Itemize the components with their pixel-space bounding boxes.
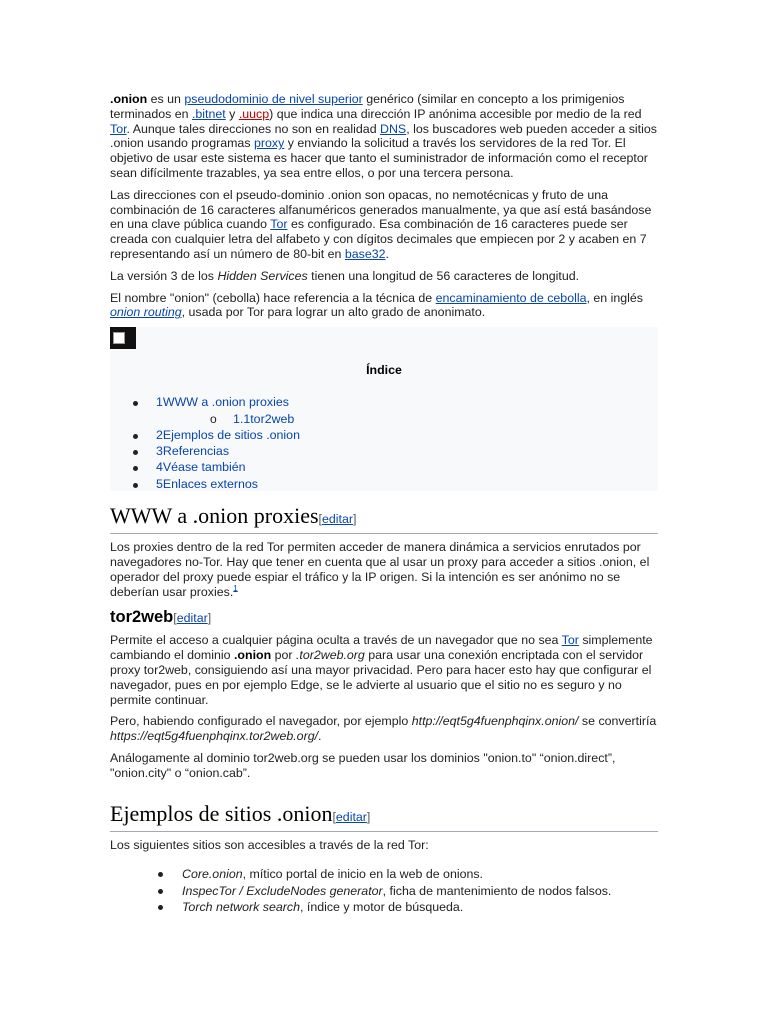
link-bitnet[interactable]: .bitnet bbox=[191, 106, 226, 121]
toc-number: 1 bbox=[156, 395, 163, 410]
site-name: Torch network search bbox=[182, 900, 300, 915]
text: y enviando la solicitud a través los servidores de la red Tor. El objetivo de usar este sistema es hacer que tanto el suministrador de información como el receptor sean difícilmente trazables, ya sea entre ellos, o por una tercera persona. bbox=[110, 136, 648, 180]
text: . bbox=[318, 729, 322, 744]
text: Los proxies dentro de la red Tor permiten acceder de manera dinámica a servicios enrutados por navegadores no-Tor. Hay que tener en cuenta que al usar un proxy para acceder a sitios .onion, el operador del proxy puede espiar el tráfico y la IP origen. Si la intención es ser anónimo no se deberían usar proxies. bbox=[110, 540, 650, 599]
link-tor[interactable]: Tor bbox=[561, 633, 579, 648]
link-pseudodominio[interactable]: pseudodominio de nivel superior bbox=[184, 92, 363, 106]
checkbox-icon bbox=[113, 332, 125, 344]
toc-item-3[interactable] bbox=[156, 444, 229, 458]
edit-section bbox=[332, 810, 370, 824]
tor2web-paragraph-1 bbox=[110, 633, 658, 707]
edit-link[interactable]: editar bbox=[335, 809, 367, 824]
toc-item-1-1[interactable] bbox=[233, 412, 294, 426]
term-hidden-services: Hidden Services bbox=[217, 268, 308, 283]
bullet-icon bbox=[133, 466, 138, 471]
site-description: , índice y motor de búsqueda. bbox=[300, 900, 464, 915]
toc-number: 2 bbox=[156, 428, 163, 443]
text: tienen una longitud de 56 caracteres de longitud. bbox=[307, 268, 580, 283]
bullet-icon bbox=[133, 450, 138, 455]
list-item bbox=[182, 866, 658, 883]
heading-ejemplos-sitios bbox=[110, 801, 658, 832]
text: se convertiría bbox=[578, 714, 657, 729]
heading-text: Ejemplos de sitios .onion bbox=[110, 800, 333, 826]
heading-tor2web bbox=[110, 607, 658, 628]
toc-item-2[interactable] bbox=[156, 428, 300, 442]
bracket: ] bbox=[207, 611, 212, 626]
text: simplemente cambiando el dominio bbox=[110, 633, 653, 663]
term-tor2web-domain: .tor2web.org bbox=[295, 648, 365, 663]
site-description: , mítico portal de inicio en la web de onions. bbox=[242, 867, 484, 882]
heading-www-onion-proxies bbox=[110, 503, 658, 534]
text: , los buscadores web pueden acceder a sitios .onion usando programas bbox=[110, 121, 657, 151]
bullet-icon bbox=[158, 889, 163, 894]
toc-number: 3 bbox=[156, 444, 163, 459]
tor2web-paragraph-3: Análogamente al dominio tor2web.org se pueden usar los dominios "onion.to" “onion.direct”, "onion.city" o “onion.cab”. bbox=[110, 750, 616, 780]
intro-paragraph-2 bbox=[110, 188, 658, 262]
heading-text: WWW a .onion proxies bbox=[110, 503, 319, 529]
toc-link[interactable]: WWW a .onion proxies bbox=[162, 395, 289, 410]
link-encaminamiento-cebolla[interactable]: encaminamiento de cebolla bbox=[435, 290, 587, 305]
toc-item-1[interactable] bbox=[156, 395, 289, 409]
edit-section bbox=[173, 611, 211, 625]
text: . bbox=[385, 246, 389, 261]
text: por bbox=[271, 648, 296, 663]
heading-text: tor2web bbox=[110, 608, 174, 627]
article-content bbox=[110, 92, 658, 916]
intro-paragraph-3 bbox=[110, 269, 658, 284]
edit-link[interactable]: editar bbox=[176, 611, 208, 626]
toc-item-4[interactable] bbox=[156, 460, 246, 474]
bullet-icon bbox=[133, 434, 138, 439]
toc-link[interactable]: tor2web bbox=[250, 412, 295, 427]
text: genérico (similar en concepto a los primigenios terminados en bbox=[110, 92, 625, 121]
bracket: ] bbox=[353, 512, 357, 527]
toc-link[interactable]: Enlaces externos bbox=[162, 477, 258, 492]
link-base32[interactable]: base32 bbox=[344, 246, 386, 261]
bullet-icon bbox=[133, 483, 138, 488]
link-proxy[interactable]: proxy bbox=[253, 136, 285, 151]
term-onion: .onion bbox=[110, 92, 148, 106]
edit-section bbox=[319, 512, 357, 526]
text: es un bbox=[147, 92, 185, 106]
tor2web-paragraph-2 bbox=[110, 714, 658, 744]
bracket: ] bbox=[366, 809, 371, 824]
edit-link[interactable]: editar bbox=[322, 512, 353, 527]
bracket: [ bbox=[318, 512, 322, 527]
toc-number: 5 bbox=[156, 477, 163, 492]
toc-link[interactable]: Referencias bbox=[162, 444, 230, 459]
toc-item-5[interactable] bbox=[156, 477, 258, 491]
toc-title: Índice bbox=[366, 363, 402, 378]
text: . Aunque tales direcciones no son en realidad bbox=[126, 121, 381, 136]
intro-paragraph-4 bbox=[110, 291, 658, 321]
example-url-tor2web: https://eqt5g4fuenphqinx.tor2web.org/ bbox=[110, 729, 319, 744]
bullet-icon bbox=[158, 905, 163, 910]
link-uucp[interactable]: .uucp bbox=[238, 106, 270, 121]
link-onion-routing[interactable]: onion routing bbox=[110, 305, 182, 320]
text: es configurado. Esa combinación de 16 caracteres puede ser creada con cualquier letra del alfabeto y con dígitos decimales que empiecen por 2 y acaben en 7 representando así un número de 80-bit en bbox=[110, 217, 647, 261]
toc-link[interactable]: Ejemplos de sitios .onion bbox=[162, 428, 300, 443]
examples-paragraph: Los siguientes sitios son accesibles a través de la red Tor: bbox=[110, 837, 429, 852]
bullet-icon bbox=[133, 401, 138, 406]
text: para usar una conexión encriptada con el servidor proxy tor2web, consiguiendo así una mayor privacidad. Pero para hacer esto hay que configurar el navegador, pues en por ejemplo Edge, se le advierte al usuario que el sitio no es seguro y no permite continuar. bbox=[110, 648, 652, 707]
toc-number: 4 bbox=[156, 460, 163, 475]
toc-toggle[interactable] bbox=[110, 327, 136, 349]
site-description: , ficha de mantenimiento de nodos falsos. bbox=[382, 883, 612, 898]
text: , en inglés bbox=[586, 290, 643, 305]
circle-bullet-icon: o bbox=[210, 412, 217, 427]
examples-list bbox=[110, 866, 658, 916]
text: Permite el acceso a cualquier página oculta a través de un navegador que no sea bbox=[110, 633, 562, 648]
list-item bbox=[182, 883, 658, 900]
bracket: [ bbox=[332, 809, 336, 824]
bracket: [ bbox=[173, 611, 177, 626]
intro-paragraph-1 bbox=[110, 92, 658, 181]
toc-link[interactable]: Véase también bbox=[162, 460, 246, 475]
text: La versión 3 de los bbox=[110, 268, 218, 283]
site-name: Core.onion bbox=[182, 867, 243, 882]
text: Las direcciones con el pseudo-dominio .onion son opacas, no nemotécnicas y fruto de una combinación de 16 caracteres alfanuméricos generados manualmente, ya que así está basándose en una clave pública cuando bbox=[110, 187, 652, 232]
reference-link[interactable]: 1 bbox=[233, 583, 238, 593]
text: y bbox=[225, 106, 239, 121]
reference[interactable] bbox=[233, 583, 237, 592]
toc-number: 1.1 bbox=[233, 412, 251, 427]
www-paragraph bbox=[110, 540, 658, 599]
link-tor[interactable]: Tor bbox=[110, 121, 127, 136]
text: ) que indica una dirección IP anónima accesible por medio de la red bbox=[269, 106, 642, 121]
text: Pero, habiendo configurado el navegador, por ejemplo bbox=[110, 714, 412, 729]
link-tor[interactable]: Tor bbox=[270, 217, 288, 232]
list-item bbox=[182, 899, 658, 916]
term-onion: .onion bbox=[233, 648, 272, 663]
text: El nombre "onion" (cebolla) hace referencia a la técnica de bbox=[110, 290, 436, 305]
site-name: InspecTor / ExcludeNodes generator bbox=[182, 883, 383, 898]
bullet-icon bbox=[158, 872, 163, 877]
table-of-contents bbox=[110, 327, 658, 491]
text: , usada por Tor para lograr un alto grado de anonimato. bbox=[181, 305, 486, 320]
link-dns[interactable]: DNS bbox=[380, 121, 407, 136]
example-url-onion: http://eqt5g4fuenphqinx.onion/ bbox=[411, 714, 579, 729]
